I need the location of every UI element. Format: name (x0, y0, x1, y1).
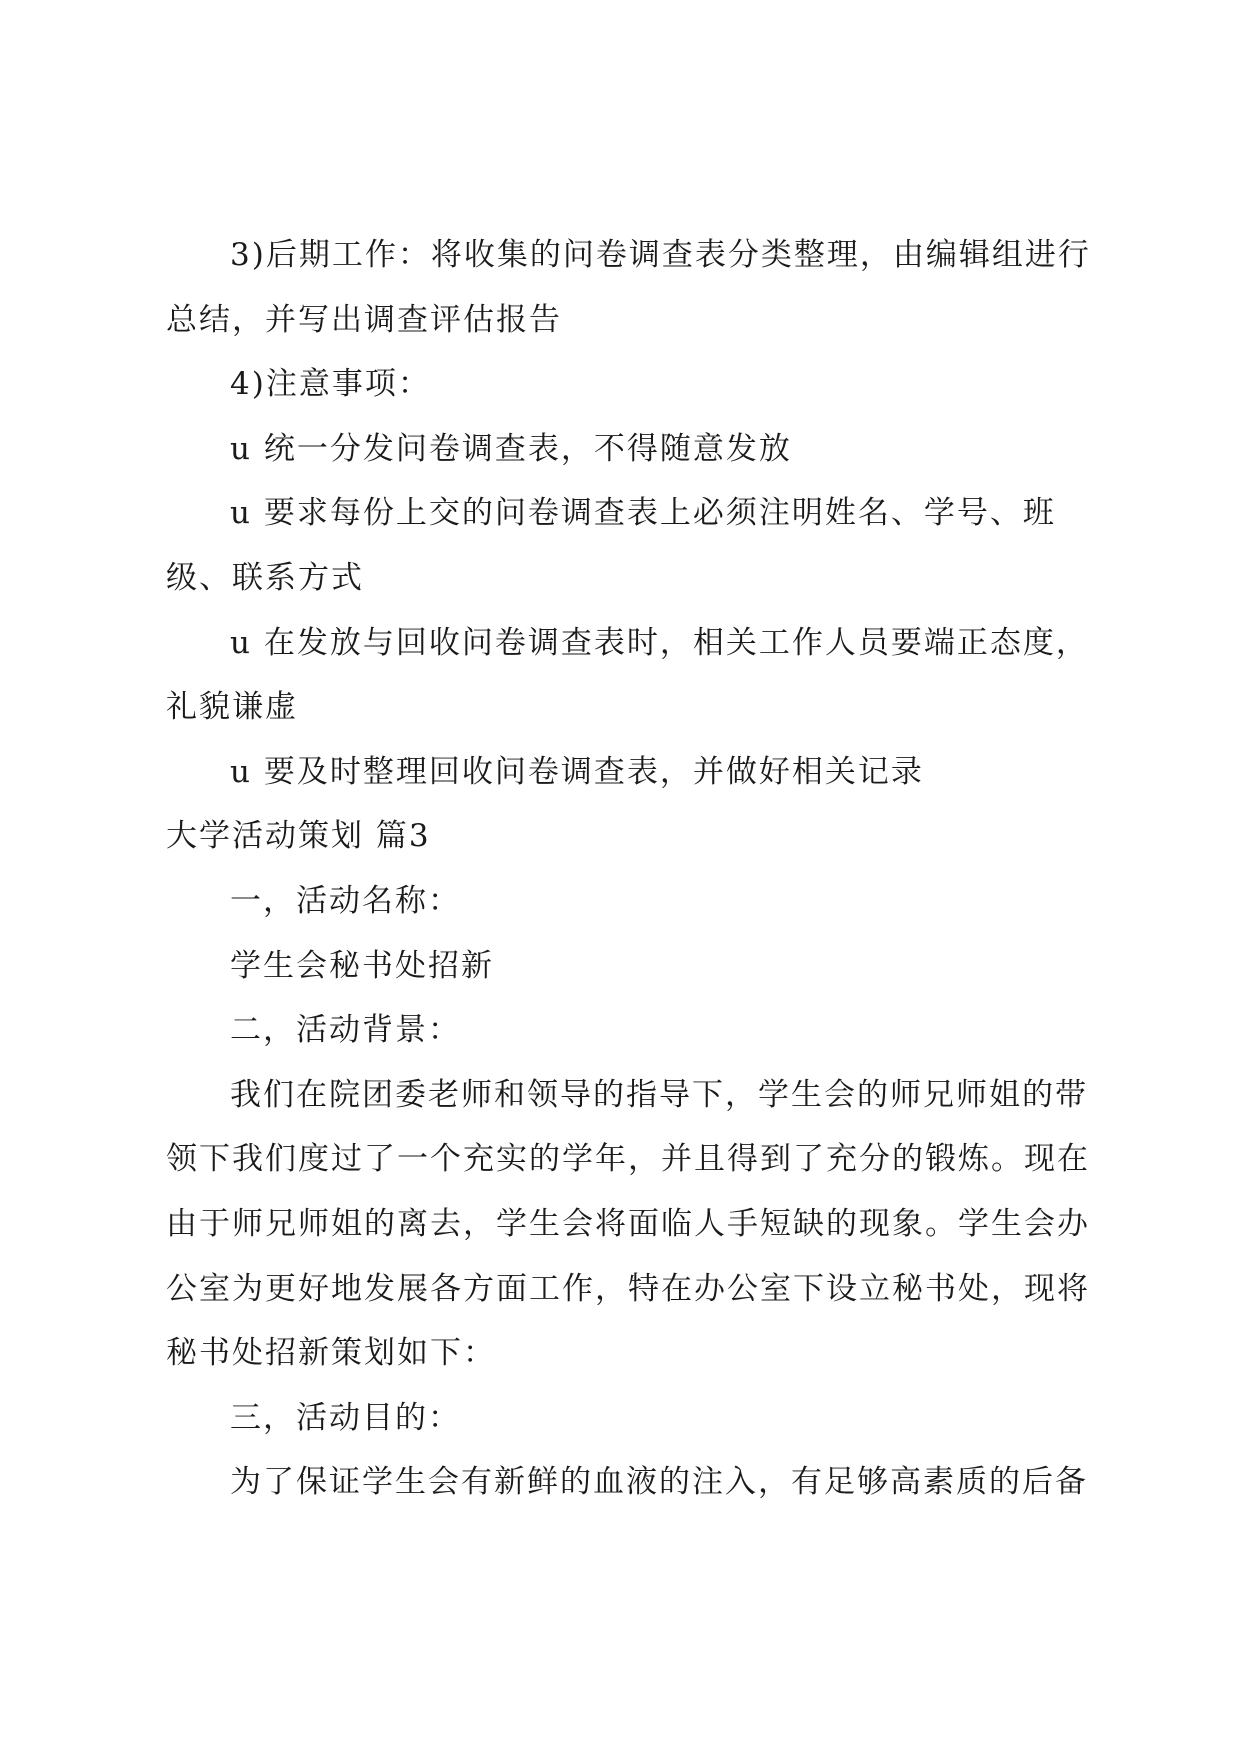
list-item-attitude: u 在发放与回收问卷调查表时，相关工作人员要端正态度，礼貌谦虚 (166, 624, 1089, 726)
paragraph-activity-name: 学生会秘书处招新 (230, 947, 494, 984)
paragraph-background: 我们在院团委老师和领导的指导下，学生会的师兄师姐的带领下我们度过了一个充实的学年，并且得到了充分的锻炼。现在由于师兄师姐的离去，学生会将面临人手短缺的现象。学生会办公室为更好地发展各方面工作，特在办公室下设立秘书处，现将秘书处招新策划如下： (166, 1076, 1090, 1372)
document-body (166, 223, 1096, 1515)
paragraph-post-work: 3)后期工作：将收集的问卷调查表分类整理，由编辑组进行总结，并写出调查评估报告 (166, 237, 1091, 338)
list-item-records: u 要及时整理回收问卷调查表，并做好相关记录 (230, 753, 924, 790)
paragraph-notes-heading: 4)注意事项： (230, 366, 431, 403)
list-item-required-info: u 要求每份上交的问卷调查表上必须注明姓名、学号、班级、联系方式 (166, 495, 1056, 596)
section-title: 大学活动策划 篇3 (166, 818, 431, 855)
paragraph-background-heading: 二，活动背景： (230, 1012, 461, 1049)
paragraph-activity-name-heading: 一，活动名称： (230, 882, 461, 919)
list-item-distribution: u 统一分发问卷调查表，不得随意发放 (230, 430, 792, 467)
paragraph-purpose-heading: 三，活动目的： (230, 1399, 461, 1436)
paragraph-purpose: 为了保证学生会有新鲜的血液的注入，有足够高素质的后备 (230, 1464, 1088, 1501)
